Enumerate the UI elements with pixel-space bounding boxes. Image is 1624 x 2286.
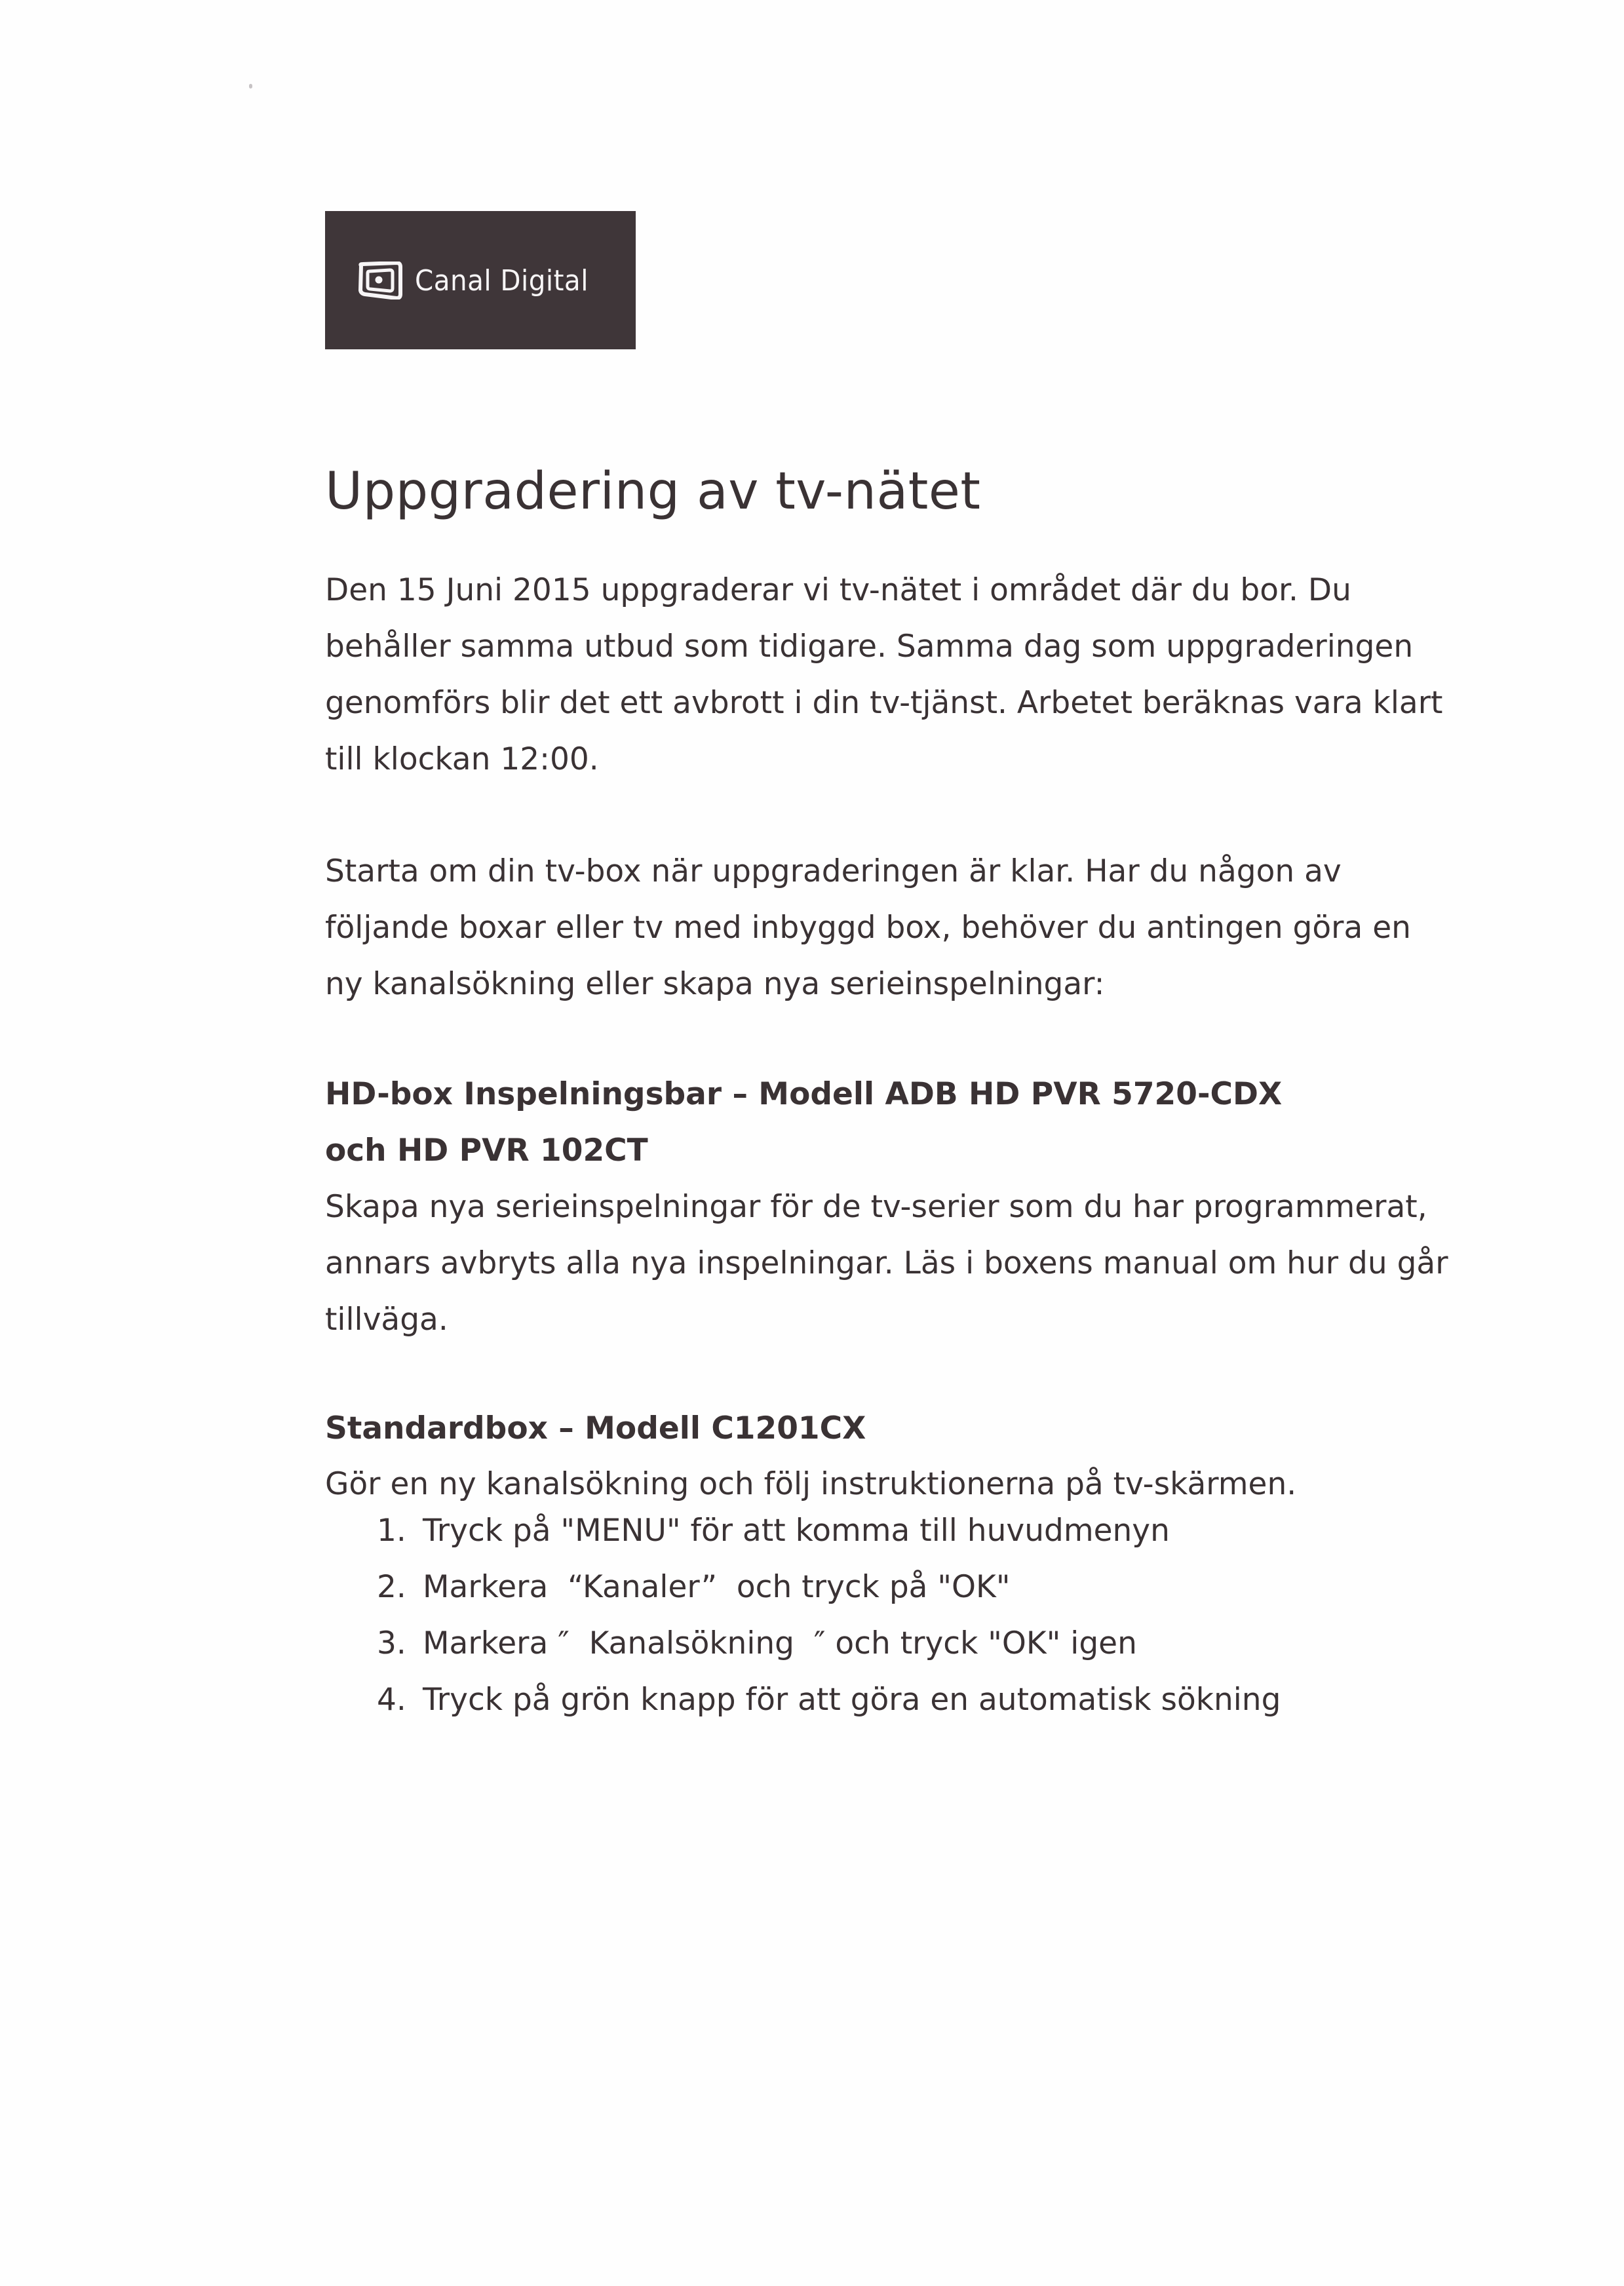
step-text: Markera “Kanaler” och tryck på "OK"	[423, 1569, 1011, 1605]
canal-digital-logo	[325, 211, 636, 349]
heading-line: HD-box Inspelningsbar – Modell ADB HD PVR 5720-CDX	[325, 1076, 1283, 1112]
step-number: 3.	[377, 1625, 406, 1661]
paragraph-line: tillväga.	[325, 1302, 448, 1338]
paragraph-line: följande boxar eller tv med inbyggd box, behöver du antingen göra en	[325, 910, 1411, 946]
canal-digital-tv-logo-icon	[357, 262, 403, 300]
scan-speck	[249, 84, 252, 88]
restart-paragraph	[325, 843, 1479, 1013]
instruction-step	[325, 1672, 1281, 1728]
paragraph-line: Gör en ny kanalsökning och följ instruktionerna på tv-skärmen.	[325, 1466, 1297, 1502]
instruction-step	[325, 1503, 1281, 1559]
step-number: 1.	[377, 1513, 406, 1549]
intro-paragraph	[325, 562, 1479, 788]
paragraph-line: Den 15 Juni 2015 uppgraderar vi tv-nätet i området där du bor. Du	[325, 572, 1351, 608]
paragraph-line: Starta om din tv-box när uppgraderingen är klar. Har du någon av	[325, 853, 1342, 889]
instruction-step	[325, 1559, 1281, 1616]
instruction-step	[325, 1616, 1281, 1672]
step-text: Tryck på grön knapp för att göra en automatisk sökning	[423, 1682, 1281, 1718]
paragraph-line: behåller samma utbud som tidigare. Samma dag som uppgraderingen	[325, 629, 1414, 665]
paragraph-line: ny kanalsökning eller skapa nya serieinspelningar:	[325, 966, 1105, 1002]
section-body-hd-box	[325, 1179, 1479, 1348]
paragraph-line: till klockan 12:00.	[325, 741, 599, 777]
instruction-steps-list	[325, 1503, 1281, 1728]
paragraph-line: genomförs blir det ett avbrott i din tv-tjänst. Arbetet beräknas vara klart	[325, 685, 1443, 721]
step-text: Tryck på "MENU" för att komma till huvudmenyn	[423, 1513, 1170, 1549]
paragraph-line: Skapa nya serieinspelningar för de tv-serier som du har programmerat,	[325, 1189, 1427, 1225]
paragraph-line: annars avbryts alla nya inspelningar. Läs i boxens manual om hur du går	[325, 1245, 1448, 1281]
heading-line: och HD PVR 102CT	[325, 1133, 648, 1169]
step-number: 2.	[377, 1569, 406, 1605]
step-number: 4.	[377, 1682, 406, 1718]
heading-line: Standardbox – Modell C1201CX	[325, 1410, 866, 1446]
brand-name: Canal Digital	[415, 263, 589, 298]
section-heading-hd-box	[325, 1066, 1479, 1179]
step-text: Markera ″ Kanalsökning ″ och tryck "OK" igen	[423, 1625, 1137, 1661]
section-heading-standardbox	[325, 1401, 1479, 1457]
page-title: Uppgradering av tv-nätet	[325, 462, 981, 521]
